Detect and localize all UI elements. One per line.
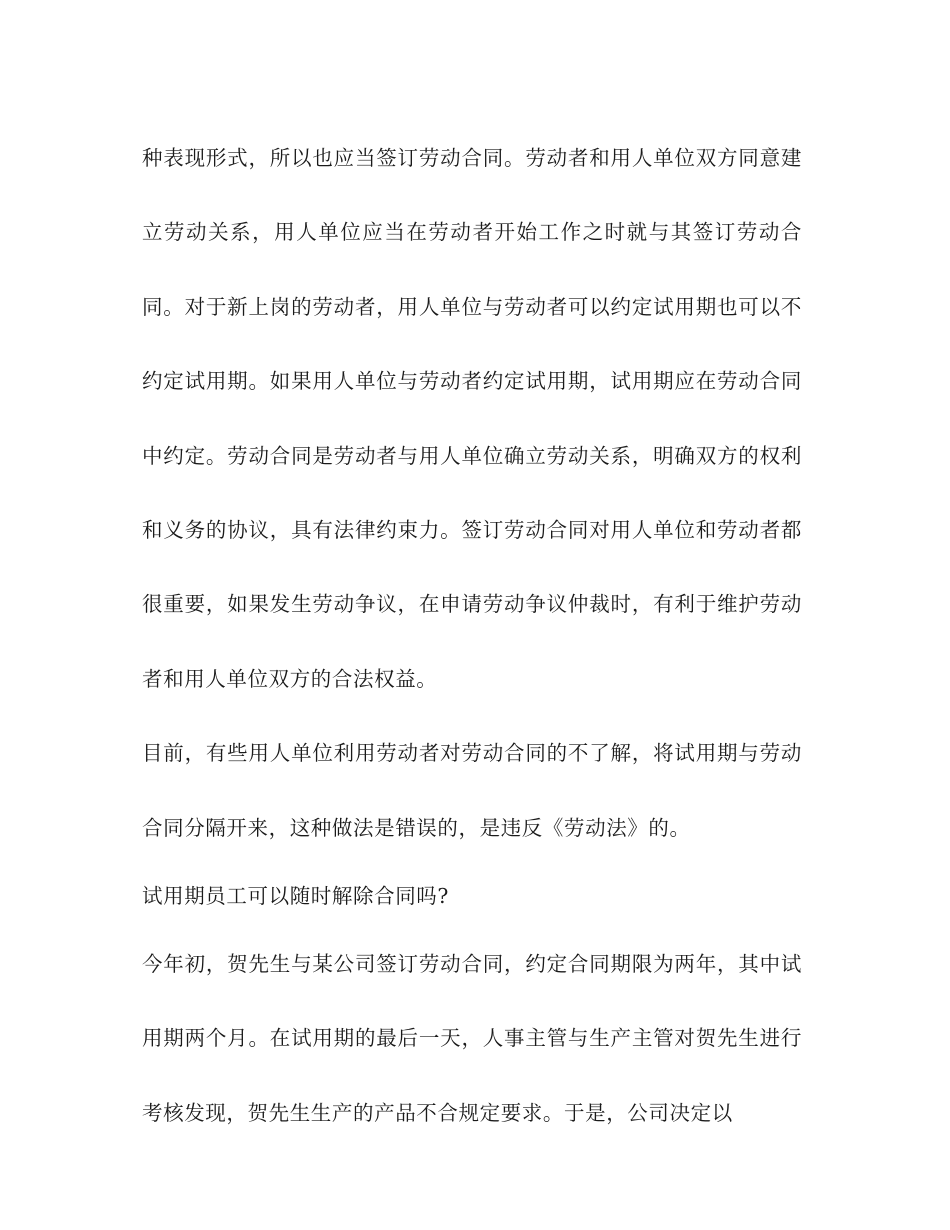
document-body: [142, 121, 802, 1150]
paragraph-case-study: 今年初，贺先生与某公司签订劳动合同，约定合同期限为两年，其中试用期两个月。在试用期的最后一天，人事主管与生产主管对贺先生进行考核发现，贺先生生产的产品不合规定要求。于是，公司决定以: [142, 952, 802, 1125]
paragraph-labor-contract-importance: 种表现形式，所以也应当签订劳动合同。劳动者和用人单位双方同意建立劳动关系，用人单位应当在劳动者开始工作之时就与其签订劳动合同。对于新上岗的劳动者，用人单位与劳动者可以约定试用期也可以不约定试用期。如果用人单位与劳动者约定试用期，试用期应在劳动合同中约定。劳动合同是劳动者与用人单位确立劳动关系，明确双方的权利和义务的协议，具有法律约束力。签订劳动合同对用人单位和劳动者都很重要，如果发生劳动争议，在申请劳动争议仲裁时，有利于维护劳动者和用人单位双方的合法权益。: [142, 146, 802, 691]
paragraph-probation-separation: 目前，有些用人单位利用劳动者对劳动合同的不了解，将试用期与劳动合同分隔开来，这种做法是错误的，是违反《劳动法》的。: [142, 741, 802, 840]
section-question-heading: 试用期员工可以随时解除合同吗?: [142, 884, 449, 909]
